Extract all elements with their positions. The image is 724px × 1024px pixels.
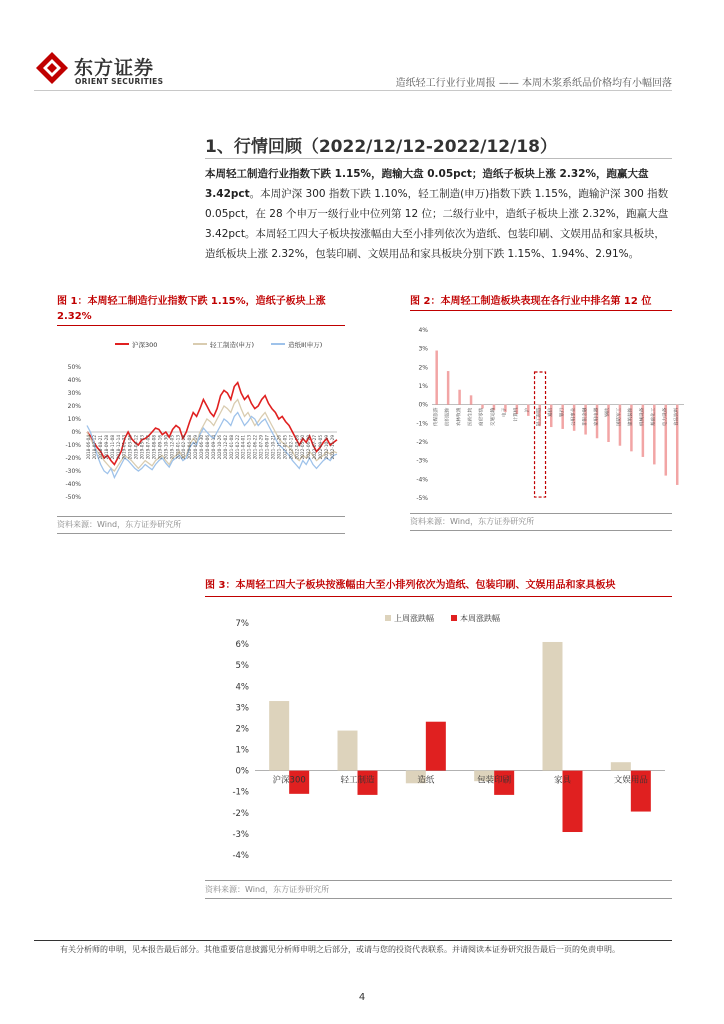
figure2-source-rule — [410, 513, 672, 514]
category-label-10: 通信 — [548, 407, 554, 417]
y-tick-label: 0% — [71, 429, 81, 436]
header-divider — [34, 90, 672, 91]
x-tick-label: 2022-11-29 — [330, 435, 335, 460]
x-tick-label: 2022-07-27 — [312, 435, 318, 460]
y-tick-label: 1% — [418, 383, 428, 390]
figure1-rule — [57, 325, 345, 326]
summary-paragraph — [205, 164, 675, 264]
category-label-5: 交通运输 — [491, 407, 497, 427]
figure3-rule — [205, 596, 672, 597]
x-tick-label: 2021-07-29 — [258, 435, 264, 460]
bar-0-5 — [611, 762, 631, 770]
figure1-svg — [57, 332, 347, 522]
figure2-rule — [410, 310, 672, 311]
legend-swatch-0 — [385, 615, 391, 621]
logo-mark-icon — [34, 50, 70, 86]
x-tick-label: 2019-03-06 — [127, 435, 133, 460]
x-tick-label: 2019-05-23 — [139, 435, 145, 460]
y-tick-label: -4% — [416, 476, 428, 484]
company-logo — [34, 50, 164, 90]
summary-bold: 本周轻工制造行业指数下跌 1.15%，跑输大盘 0.05pct；造纸子板块上涨 2.32%，跑赢大盘 3.42pct — [205, 168, 649, 200]
x-tick-label: 2020-12-02 — [222, 435, 228, 460]
category-label-16: 国防军工 — [617, 407, 623, 427]
y-tick-label: 1% — [235, 745, 249, 756]
category-label-13: 非银金融 — [582, 407, 588, 427]
logo-cn-text: 东方证券 — [74, 57, 155, 79]
x-tick-label: 2022-06-20 — [306, 435, 312, 460]
legend-label-0: 上周涨跌幅 — [394, 614, 434, 623]
figure2-svg — [404, 320, 680, 510]
category-label-21: 食品饮料 — [674, 407, 680, 427]
category-label-14: 家用电器 — [594, 407, 600, 427]
logo-en-text: ORIENT SECURITIES — [75, 77, 164, 86]
category-label-6: 电子 — [502, 407, 508, 417]
y-tick-label: -1% — [232, 787, 249, 798]
figure3-caption: 图 3：本周轻工四大子板块按涨幅由大至小排列依次为造纸、包装印刷、文娱用品和家具板块 — [205, 580, 616, 591]
bar-1-2 — [426, 722, 446, 771]
x-tick-label: 2022-01-05 — [282, 435, 288, 460]
y-tick-label: -2% — [232, 808, 249, 819]
bar-0-0 — [269, 701, 289, 771]
footer-disclaimer: 有关分析师的申明，见本报告最后部分。其他重要信息披露见分析师申明之后部分，或请与您的投资代表联系。并请阅读本证券研究报告最后一页的免责申明。 — [60, 945, 620, 954]
category-label-7: 计算机 — [514, 407, 520, 422]
x-tick-label: 2020-10-26 — [216, 435, 222, 460]
figure1-source: 资料来源：Wind，东方证券研究所 — [57, 520, 182, 529]
y-tick-label: 6% — [235, 640, 249, 651]
category-label-1: 轻工制造 — [340, 775, 375, 786]
legend-label-0: 沪深300 — [132, 341, 158, 349]
x-tick-label: 2019-08-08 — [151, 435, 157, 460]
category-label-19: 基础化工 — [651, 407, 657, 427]
y-tick-label: -5% — [416, 495, 428, 502]
y-tick-label: 50% — [67, 364, 81, 371]
x-tick-label: 2019-07-02 — [145, 435, 151, 460]
y-tick-label: -3% — [232, 829, 249, 840]
legend-label-1: 本周涨跌幅 — [460, 614, 500, 623]
category-label-20: 电力设备 — [663, 407, 669, 427]
bar-1 — [447, 371, 450, 405]
x-tick-label: 2018-09-28 — [103, 435, 109, 460]
highlight-box — [535, 372, 546, 497]
section-divider — [205, 158, 672, 159]
y-tick-label: 2% — [418, 364, 428, 372]
x-tick-label: 2022-10-19 — [324, 435, 330, 460]
x-tick-label: 2021-09-07 — [264, 435, 270, 460]
x-tick-label: 2022-03-28 — [294, 435, 300, 460]
bar-0-4 — [543, 642, 563, 771]
x-tick-label: 2018-12-14 — [115, 435, 121, 460]
category-label-5: 文娱用品 — [613, 775, 648, 786]
category-label-18: 机械设备 — [640, 407, 646, 427]
y-tick-label: -50% — [65, 494, 81, 501]
x-tick-label: 2020-09-14 — [210, 435, 216, 460]
y-tick-label: 2% — [235, 724, 249, 735]
y-tick-label: -40% — [65, 481, 81, 488]
x-tick-label: 2022-02-17 — [288, 435, 294, 460]
figure2-source: 资料来源：Wind，东方证券研究所 — [410, 517, 535, 526]
category-label-0: 传媒旅游 — [433, 407, 439, 427]
x-tick-label: 2020-06-30 — [199, 435, 205, 460]
figure1-caption: 图 1：本周轻工制造行业指数下跌 1.15%，造纸子板块上涨 2.32% — [57, 296, 326, 322]
page-number: 4 — [358, 992, 366, 1003]
y-tick-label: -10% — [65, 442, 81, 449]
y-tick-label: 3% — [235, 703, 249, 714]
y-tick-label: 20% — [67, 403, 81, 410]
x-tick-label: 2020-02-28 — [181, 435, 187, 460]
x-tick-label: 2021-02-22 — [234, 435, 240, 460]
x-tick-label: 2021-04-01 — [240, 435, 246, 460]
x-tick-label: 2018-08-21 — [97, 435, 103, 460]
y-tick-label: 0% — [418, 401, 428, 409]
x-tick-label: 2021-06-22 — [252, 435, 258, 460]
figure3-source: 资料来源：Wind，东方证券研究所 — [205, 885, 330, 894]
y-tick-label: -30% — [65, 468, 81, 475]
section-title: 1、行情回顾（2022/12/12-2022/12/18） — [205, 137, 557, 157]
legend-label-2: 造纸Ⅱ(申万) — [288, 341, 323, 349]
x-tick-label: 2020-08-06 — [205, 435, 211, 460]
bar-2 — [458, 390, 461, 405]
figure2-bottom-rule — [410, 530, 672, 531]
y-tick-label: 40% — [67, 377, 81, 384]
category-label-1: 纺织服饰 — [445, 407, 451, 427]
y-tick-label: -3% — [416, 457, 428, 465]
x-tick-label: 2021-11-26 — [276, 435, 282, 460]
x-tick-label: 2019-01-23 — [121, 435, 127, 460]
category-label-3: 医药生物 — [468, 407, 474, 427]
category-label-0: 沪深300 — [272, 775, 306, 786]
x-tick-label: 2019-04-12 — [133, 435, 139, 460]
y-tick-label: 5% — [235, 661, 249, 672]
x-tick-label: 2019-09-16 — [157, 435, 163, 460]
y-tick-label: 4% — [418, 327, 428, 334]
x-tick-label: 2022-05-10 — [300, 435, 306, 460]
category-label-3: 包装印刷 — [477, 775, 512, 786]
y-tick-label: 4% — [235, 682, 249, 693]
category-label-4: 商贸零售 — [479, 407, 485, 427]
x-tick-label: 2018-11-08 — [109, 435, 115, 460]
y-tick-label: -1% — [416, 420, 428, 428]
x-tick-label: 2021-01-08 — [228, 435, 234, 460]
footer-divider — [34, 940, 672, 941]
x-tick-label: 2020-05-19 — [193, 435, 199, 460]
bar-0-1 — [338, 731, 358, 771]
y-tick-label: 7% — [235, 619, 249, 629]
x-tick-label: 2020-04-08 — [187, 435, 193, 460]
report-title: 造纸轻工行业行业周报 —— 本周木浆系纸品价格均有小幅回落 — [395, 78, 672, 89]
category-label-2: 农林牧渔 — [456, 407, 462, 427]
y-tick-label: 10% — [67, 416, 81, 423]
x-tick-label: 2021-10-21 — [270, 435, 276, 460]
category-label-12: 公用事业 — [571, 407, 577, 427]
category-label-9: 轻工制造 — [537, 407, 543, 427]
x-tick-label: 2020-01-13 — [175, 435, 181, 460]
figure3-bottom-rule — [205, 898, 672, 899]
category-label-4: 家具 — [553, 775, 572, 786]
bar-3 — [470, 395, 473, 404]
figure3-svg — [205, 605, 675, 875]
category-label-17: 建筑装饰 — [628, 407, 634, 427]
y-tick-label: -20% — [65, 455, 81, 462]
y-tick-label: 3% — [418, 345, 428, 353]
legend-swatch-1 — [451, 615, 457, 621]
x-tick-label: 2019-12-05 — [169, 435, 175, 460]
category-label-11: 银行 — [559, 407, 565, 417]
figure1-bottom-rule — [57, 533, 345, 534]
y-tick-label: -4% — [232, 851, 249, 861]
bar-0 — [435, 351, 438, 405]
x-tick-label: 2018-06-04 — [86, 435, 91, 460]
figure1-source-rule — [57, 516, 345, 517]
figure3-source-rule — [205, 880, 672, 881]
x-tick-label: 2021-05-13 — [246, 435, 252, 460]
x-tick-label: 2018-07-12 — [91, 435, 97, 460]
category-label-2: 造纸 — [417, 775, 435, 786]
y-tick-label: 0% — [235, 766, 249, 777]
figure2-caption: 图 2：本周轻工制造板块表现在各行业中排名第 12 位 — [410, 296, 652, 307]
x-tick-label: 2019-10-30 — [163, 435, 169, 460]
category-label-8: 沪 — [525, 407, 531, 413]
x-tick-label: 2022-09-05 — [318, 435, 324, 460]
category-label-15: 钢铁 — [605, 407, 611, 417]
summary-text: 。本周沪深 300 指数下跌 1.10%，轻工制造(申万)指数下跌 1.15%，跑输沪深 300 指数 0.05pct，在 28 个申万一级行业中位列第 12 位；二级行业中，造纸子板块上涨 2.32%，跑赢大盘 3.42pct。本周轻工四大子板块按涨幅由大至小排列依次为造纸、包装印刷、文娱用品和家具板块，造纸板块上涨 2.32%，包装印刷、文娱用品和家具板块分别下跌 1.15%、1.94%、2.91%。 — [205, 188, 669, 260]
y-tick-label: -2% — [416, 439, 428, 446]
legend-label-1: 轻工制造(申万) — [210, 341, 255, 349]
y-tick-label: 30% — [67, 390, 81, 397]
